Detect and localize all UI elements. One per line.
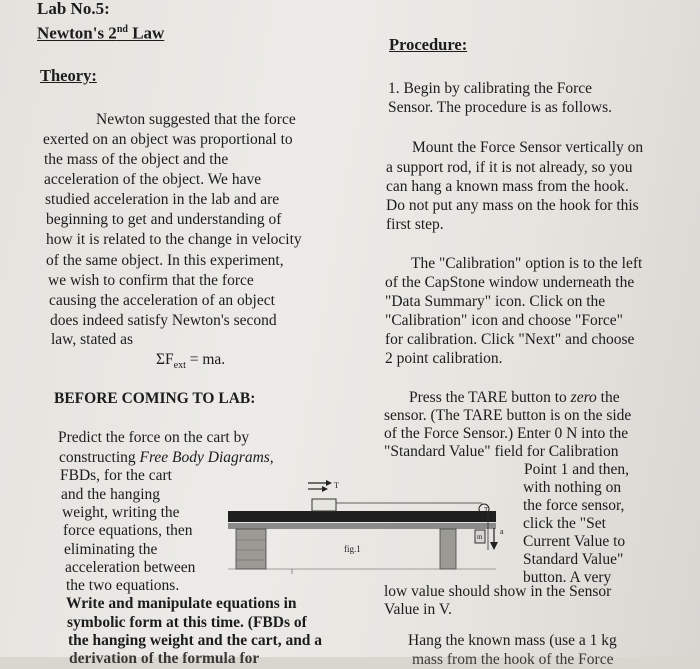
procedure-line: mass from the hook of the Force: [412, 651, 614, 668]
procedure-line: of the Force Sensor.) Enter 0 N into the: [384, 425, 629, 442]
theory-line: Newton suggested that the force: [96, 111, 296, 128]
theory-line: does indeed satisfy Newton's second: [50, 312, 277, 329]
before-lab-heading: BEFORE COMING TO LAB:: [54, 390, 256, 407]
procedure-line: low value should show in the Sensor: [384, 583, 612, 600]
procedure-line: click the "Set: [523, 515, 606, 532]
before-line: the two equations.: [66, 577, 180, 594]
equation-subscript: ext: [173, 360, 186, 372]
procedure-line: the force sensor,: [523, 497, 625, 514]
procedure-italic: zero: [570, 389, 597, 406]
procedure-line: Hang the known mass (use a 1 kg: [408, 632, 617, 649]
procedure-line: Mount the Force Sensor vertically on: [412, 139, 644, 156]
procedure-line: for calibration. Click "Next" and choose: [385, 331, 635, 348]
procedure-line: button. A very: [523, 569, 612, 586]
before-line-italic: Free Body Diagrams,: [139, 449, 274, 466]
equation-rhs: = ma.: [185, 351, 226, 368]
before-line: FBDs, for the cart: [60, 467, 172, 484]
procedure-line: Value in V.: [384, 601, 452, 618]
figure-caption: fig.1: [344, 544, 361, 554]
theory-line: acceleration of the object. We have: [44, 171, 262, 188]
table-leg-right: [440, 529, 456, 569]
lab-title-main: Newton's 2: [37, 23, 117, 43]
procedure-line: a support rod, if it is not already, so you: [386, 159, 633, 176]
theory-line: studied acceleration in the lab and are: [45, 191, 280, 208]
theory-line: exerted on an object was proportional to: [43, 131, 293, 148]
theory-line: we wish to confirm that the force: [48, 272, 254, 289]
before-line: [59, 448, 274, 467]
before-line: eliminating the: [64, 541, 158, 558]
before-bold-line: Write and manipulate equations in: [66, 595, 297, 612]
procedure-line: 2 point calibration.: [385, 350, 503, 367]
tension-label: T: [334, 481, 339, 490]
procedure-line: of the CapStone window underneath the: [385, 274, 635, 291]
procedure-line: can hang a known mass from the hook.: [386, 178, 629, 195]
newton-equation: [156, 350, 225, 375]
procedure-line: sensor. (The TARE button is on the side: [384, 407, 632, 424]
equation-sum-force: ΣF: [156, 351, 174, 368]
mass-label: m: [477, 533, 483, 541]
theory-line: law, stated as: [51, 331, 134, 348]
theory-line: beginning to get and understanding of: [46, 211, 282, 228]
before-bold-line: the hanging weight and the cart, and a: [68, 632, 323, 649]
before-bold-line: derivation of the formula for: [69, 650, 260, 667]
table-leg-left: [236, 529, 266, 569]
theory-line: how it is related to the change in velocity: [46, 231, 302, 248]
before-line: and the hanging: [61, 486, 161, 503]
theory-line: causing the acceleration of an object: [49, 292, 275, 309]
lab-title: [37, 20, 164, 43]
procedure-line: The "Calibration" option is to the left: [411, 255, 643, 272]
before-line-text: constructing: [59, 449, 140, 466]
procedure-line: Do not put any mass on the hook for this: [386, 197, 639, 214]
procedure-step-1: Sensor. The procedure is as follows.: [388, 99, 612, 116]
procedure-line: with nothing on: [523, 479, 622, 496]
acceleration-label: a: [500, 527, 504, 536]
before-line: force equations, then: [63, 522, 193, 539]
theory-line: the mass of the object and the: [44, 151, 229, 168]
tension-label-hanging: T: [484, 506, 489, 514]
procedure-heading: Procedure:: [389, 35, 468, 54]
procedure-line: "Calibration" icon and choose "Force": [385, 312, 623, 329]
before-line: weight, writing the: [62, 504, 180, 521]
track: [228, 511, 496, 522]
procedure-text: the: [596, 389, 620, 406]
cart: [312, 499, 336, 511]
before-line: Predict the force on the cart by: [58, 429, 250, 446]
before-bold-line: symbolic form at this time. (FBDs of: [67, 614, 307, 631]
before-line: acceleration between: [65, 559, 196, 576]
procedure-line: Current Value to: [523, 533, 626, 550]
procedure-text: Press the TARE button to: [409, 389, 571, 406]
procedure-line: "Standard Value" field for Calibration: [384, 443, 619, 460]
procedure-line: Point 1 and then,: [524, 461, 630, 478]
lab-title-end: Law: [127, 23, 165, 43]
table-top: [228, 523, 496, 529]
figure-cart-pulley-diagram: [226, 478, 516, 588]
procedure-line: Standard Value": [523, 551, 624, 568]
procedure-line: "Data Summary" icon. Click on the: [385, 293, 606, 310]
lab-number: Lab No.5:: [37, 0, 110, 18]
procedure-line: first step.: [386, 216, 444, 233]
lab-title-sup: nd: [116, 24, 128, 35]
procedure-line: [409, 388, 620, 407]
theory-heading: Theory:: [40, 66, 97, 85]
procedure-step-1: 1. Begin by calibrating the Force: [388, 80, 593, 97]
theory-line: of the same object. In this experiment,: [46, 252, 284, 269]
